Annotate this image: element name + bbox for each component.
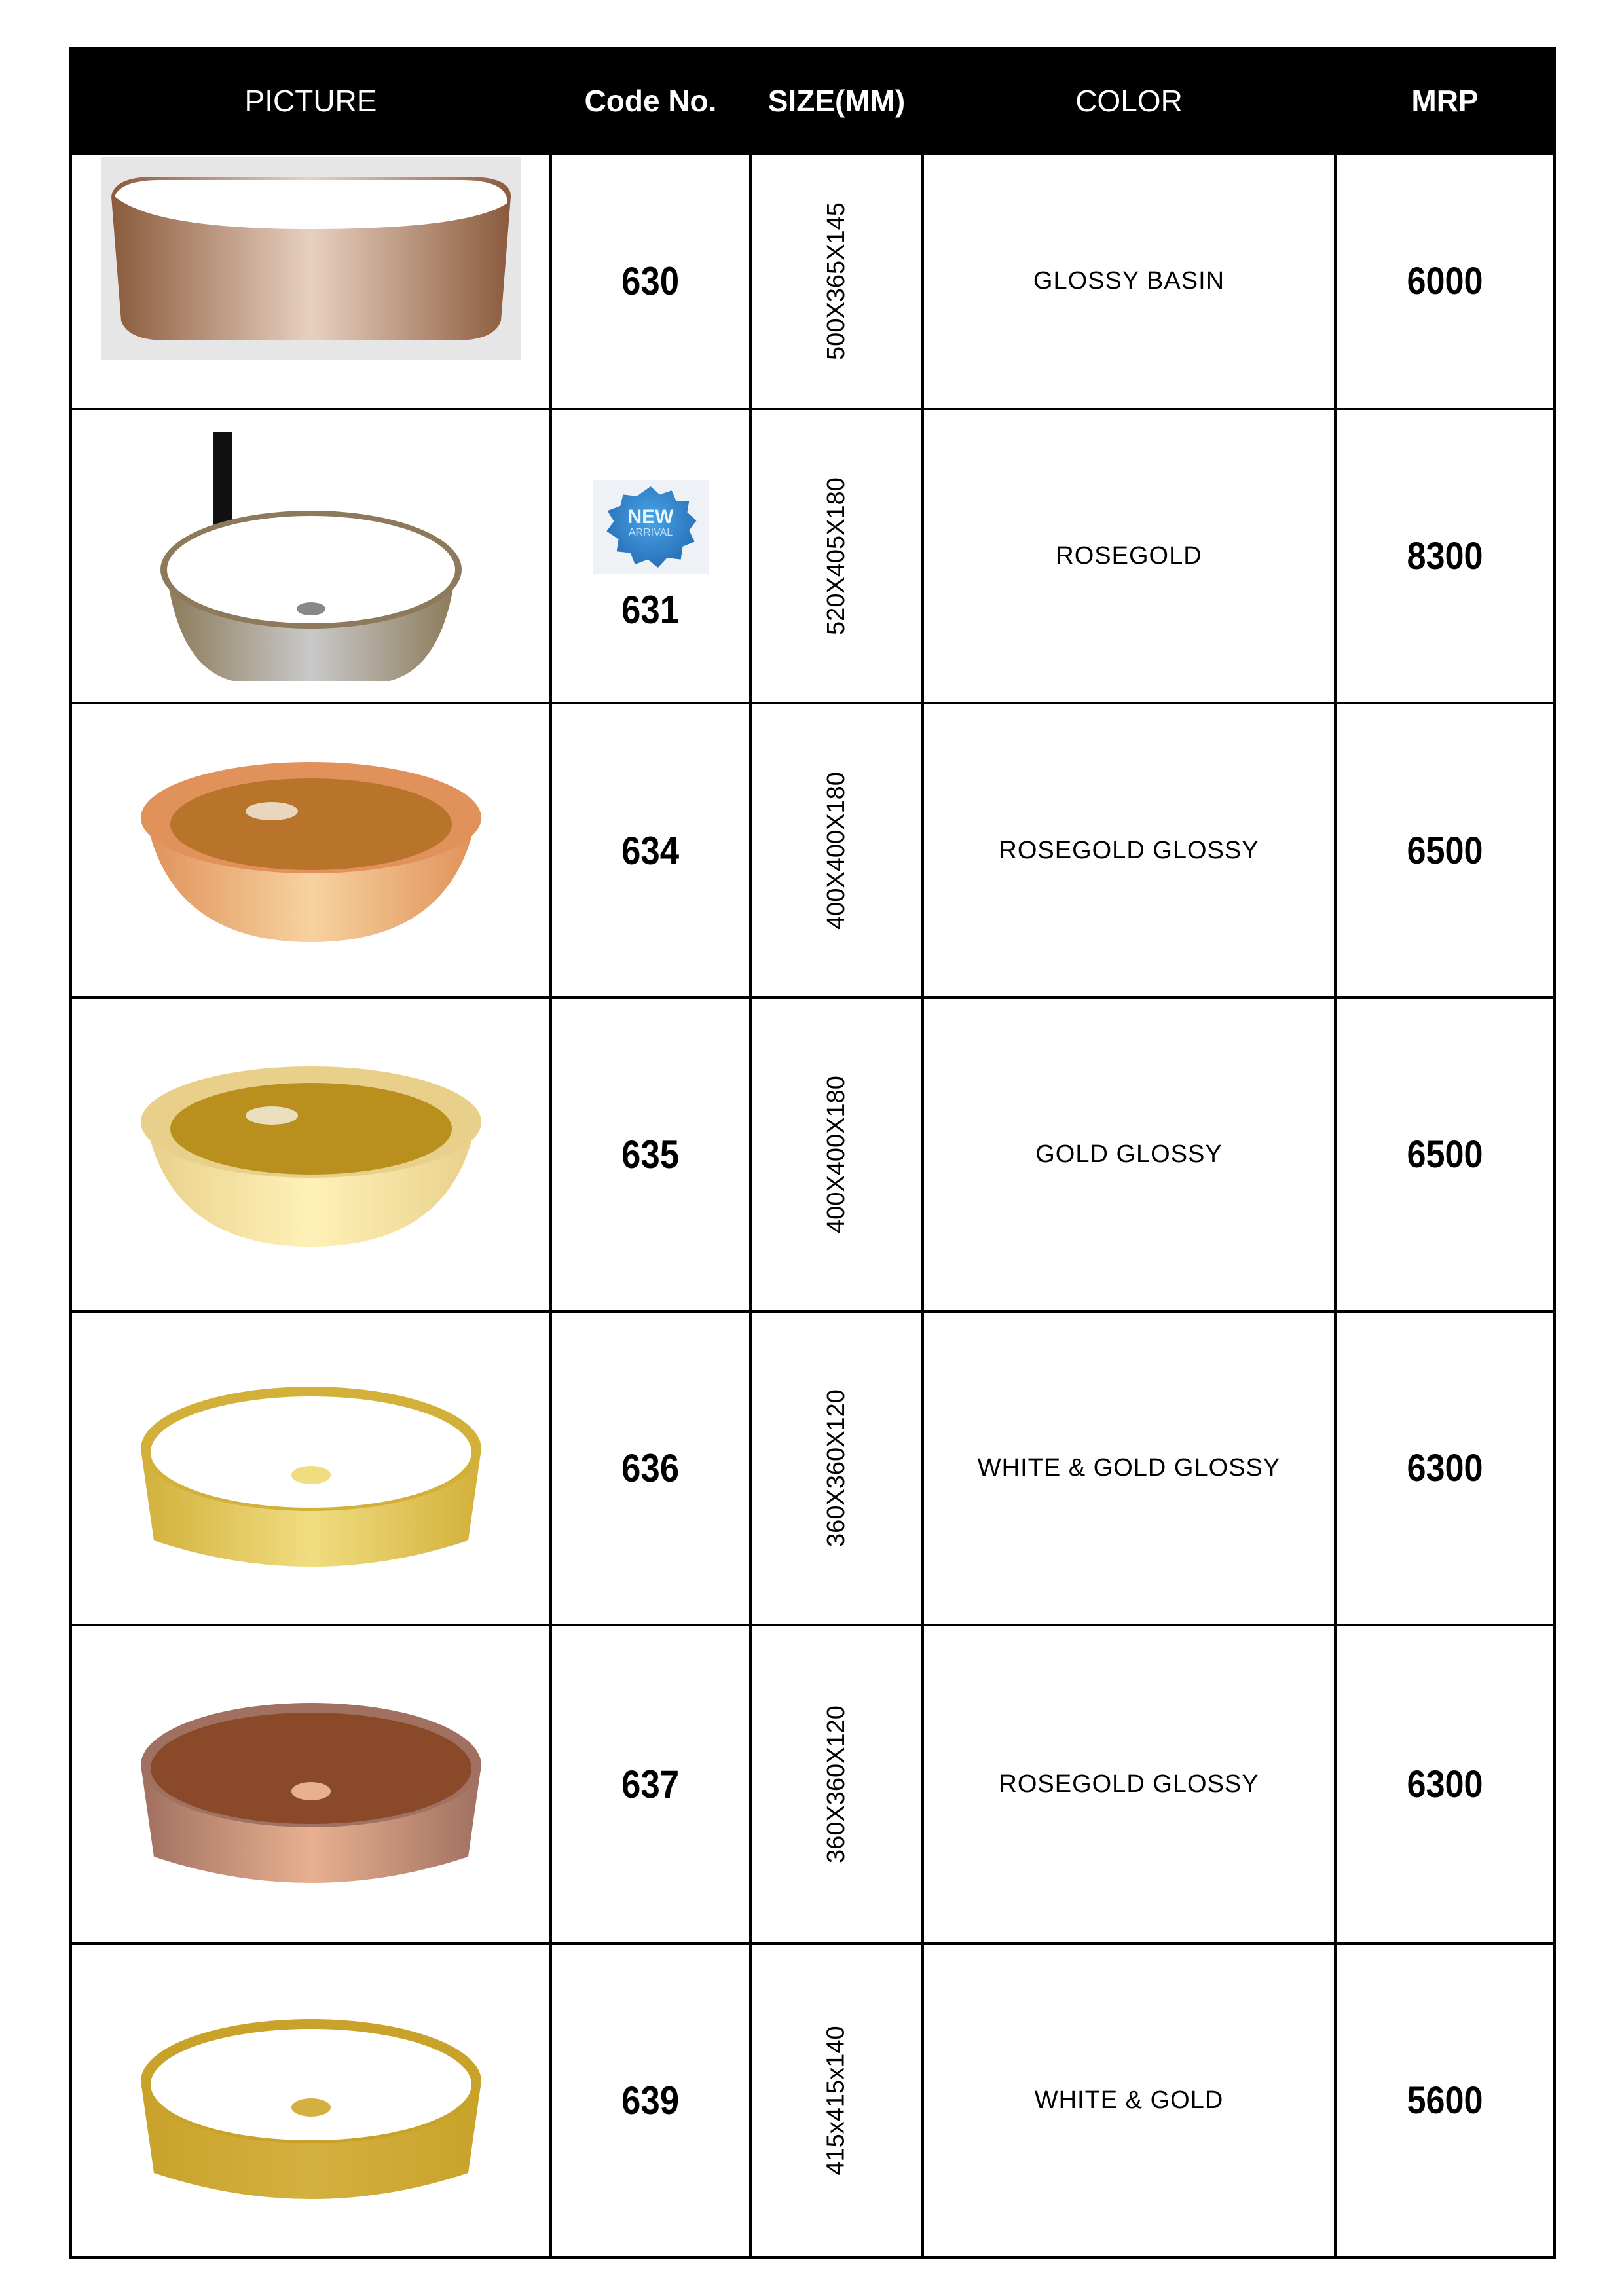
picture-cell (71, 1311, 551, 1625)
header-picture: PICTURE (71, 48, 551, 153)
table-row (71, 1944, 1555, 2257)
mrp-cell (1335, 153, 1555, 409)
code-cell (551, 153, 750, 409)
mrp-cell (1335, 703, 1555, 998)
code-cell (551, 998, 750, 1311)
picture-cell (71, 703, 551, 998)
size-value: 360X360X120 (822, 1705, 850, 1863)
table-row (71, 1625, 1555, 1944)
color-value: ROSEGOLD (1056, 542, 1202, 570)
color-value: WHITE & GOLD (1034, 2086, 1224, 2114)
size-cell (750, 153, 923, 409)
color-cell (923, 1944, 1335, 2257)
code-cell (551, 1944, 750, 2257)
code-cell (551, 1625, 750, 1944)
code-number: 636 (621, 1446, 680, 1490)
table-row (71, 703, 1555, 998)
basin-image (101, 1344, 521, 1593)
mrp-cell (1335, 998, 1555, 1311)
basin-image (101, 1030, 521, 1279)
color-value: WHITE & GOLD GLOSSY (977, 1454, 1281, 1482)
header-color: COLOR (923, 48, 1335, 153)
basin-image (101, 432, 521, 681)
basin-image (101, 1660, 521, 1909)
size-cell (750, 1944, 923, 2257)
code-cell (551, 409, 750, 703)
picture-cell (71, 1625, 551, 1944)
code-number: 630 (621, 259, 680, 303)
header-size: SIZE(MM) (750, 48, 923, 153)
header-row (71, 48, 1555, 153)
size-value: 520X405X180 (822, 477, 850, 635)
color-cell (923, 998, 1335, 1311)
code-number: 635 (621, 1133, 680, 1176)
size-cell (750, 1625, 923, 1944)
code-cell (551, 1311, 750, 1625)
mrp-value: 5600 (1407, 2079, 1483, 2122)
size-value: 400X400X180 (822, 771, 850, 930)
table-row (71, 409, 1555, 703)
color-value: GLOSSY BASIN (1033, 267, 1225, 295)
basin-image (101, 157, 521, 406)
header-mrp: MRP (1335, 48, 1555, 153)
basin-image (101, 726, 521, 975)
mrp-cell (1335, 1625, 1555, 1944)
picture-cell (71, 153, 551, 409)
mrp-value: 6500 (1407, 829, 1483, 872)
mrp-value: 8300 (1407, 535, 1483, 577)
picture-cell (71, 998, 551, 1311)
mrp-value: 6500 (1407, 1133, 1483, 1176)
size-cell (750, 1311, 923, 1625)
picture-cell (71, 409, 551, 703)
color-cell (923, 409, 1335, 703)
color-cell (923, 703, 1335, 998)
table-row (71, 998, 1555, 1311)
color-value: ROSEGOLD GLOSSY (999, 1770, 1259, 1798)
color-value: ROSEGOLD GLOSSY (999, 836, 1259, 864)
table-row (71, 1311, 1555, 1625)
mrp-cell (1335, 409, 1555, 703)
size-cell (750, 703, 923, 998)
color-cell (923, 1625, 1335, 1944)
mrp-cell (1335, 1311, 1555, 1625)
header-code: Code No. (551, 48, 750, 153)
size-cell (750, 409, 923, 703)
size-value: 415x415x140 (822, 2026, 850, 2176)
code-cell (551, 703, 750, 998)
mrp-value: 6000 (1407, 260, 1483, 302)
mrp-value: 6300 (1407, 1763, 1483, 1806)
mrp-value: 6300 (1407, 1447, 1483, 1489)
color-cell (923, 153, 1335, 409)
size-cell (750, 998, 923, 1311)
color-value: GOLD GLOSSY (1035, 1140, 1223, 1168)
code-number: 639 (621, 2079, 680, 2123)
product-table (69, 47, 1556, 2259)
code-number: 637 (621, 1762, 680, 1806)
color-cell (923, 1311, 1335, 1625)
size-value: 500X365X145 (822, 202, 850, 360)
size-value: 400X400X180 (822, 1076, 850, 1233)
code-number: 631 (621, 588, 680, 632)
size-value: 360X360X120 (822, 1389, 850, 1547)
code-number: 634 (621, 828, 680, 873)
mrp-cell (1335, 1944, 1555, 2257)
picture-cell (71, 1944, 551, 2257)
table-row (71, 153, 1555, 409)
new-arrival-badge-icon: NEW ARRIVAL (593, 480, 709, 574)
basin-image (101, 1977, 521, 2225)
